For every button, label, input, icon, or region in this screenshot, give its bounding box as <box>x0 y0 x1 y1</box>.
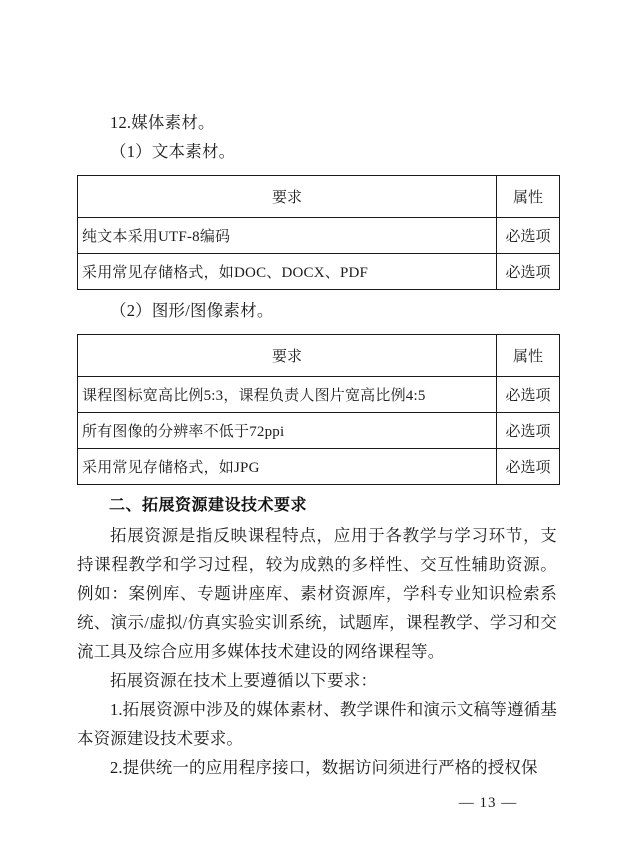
cell-requirement: 纯文本采用UTF-8编码 <box>78 218 497 254</box>
page-number-footer <box>0 795 634 812</box>
media-material-heading: 12.媒体素材。 <box>110 113 215 132</box>
table-row <box>78 449 560 485</box>
paragraph-item-2: 2.提供统一的应用程序接口，数据访问须进行严格的授权保 <box>110 758 538 777</box>
cell-requirement: 课程图标宽高比例5:3，课程负责人图片宽高比例4:5 <box>78 377 497 413</box>
column-header-attribute: 属性 <box>497 176 560 218</box>
page-content <box>77 108 557 782</box>
table-row <box>78 254 560 290</box>
spacer <box>77 325 557 334</box>
column-header-requirement: 要求 <box>78 335 497 377</box>
cell-attribute: 必选项 <box>497 449 560 485</box>
text-material-label: （1）文本素材。 <box>110 142 236 161</box>
table-image-material <box>77 334 560 485</box>
cell-attribute: 必选项 <box>497 377 560 413</box>
table-row <box>78 413 560 449</box>
cell-requirement: 采用常见存储格式，如DOC、DOCX、PDF <box>78 254 497 290</box>
table-text-material <box>77 175 560 290</box>
image-material-label: （2）图形/图像素材。 <box>110 301 274 320</box>
cell-attribute: 必选项 <box>497 254 560 290</box>
table-row <box>78 218 560 254</box>
paragraph-intro-requirements: 拓展资源在技术上要遵循以下要求： <box>110 671 378 690</box>
cell-requirement: 采用常见存储格式，如JPG <box>78 449 497 485</box>
table-header-row <box>78 335 560 377</box>
page-number-text: — 13 — <box>458 795 518 811</box>
cell-attribute: 必选项 <box>497 413 560 449</box>
table-header-row <box>78 176 560 218</box>
table-row <box>78 377 560 413</box>
paragraph-definition: 拓展资源是指反映课程特点，应用于各教学与学习环节，支持课程教学和学习过程，较为成熟的多样性、交互性辅助资源。例如：案例库、专题讲座库、素材资源库，学科专业知识检索系统、演示/虚拟/仿真实验实训系统，试题库，课程教学、学习和交流工具及综合应用多媒体技术建设的网络课程等。 <box>77 526 557 661</box>
spacer <box>77 166 557 175</box>
paragraph-item-1: 1.拓展资源中涉及的媒体素材、教学课件和演示文稿等遵循基本资源建设技术要求。 <box>77 700 557 748</box>
cell-requirement: 所有图像的分辨率不低于72ppi <box>78 413 497 449</box>
cell-attribute: 必选项 <box>497 218 560 254</box>
column-header-requirement: 要求 <box>78 176 497 218</box>
column-header-attribute: 属性 <box>497 335 560 377</box>
section-heading-expansion-resources: 二、拓展资源建设技术要求 <box>109 497 308 514</box>
